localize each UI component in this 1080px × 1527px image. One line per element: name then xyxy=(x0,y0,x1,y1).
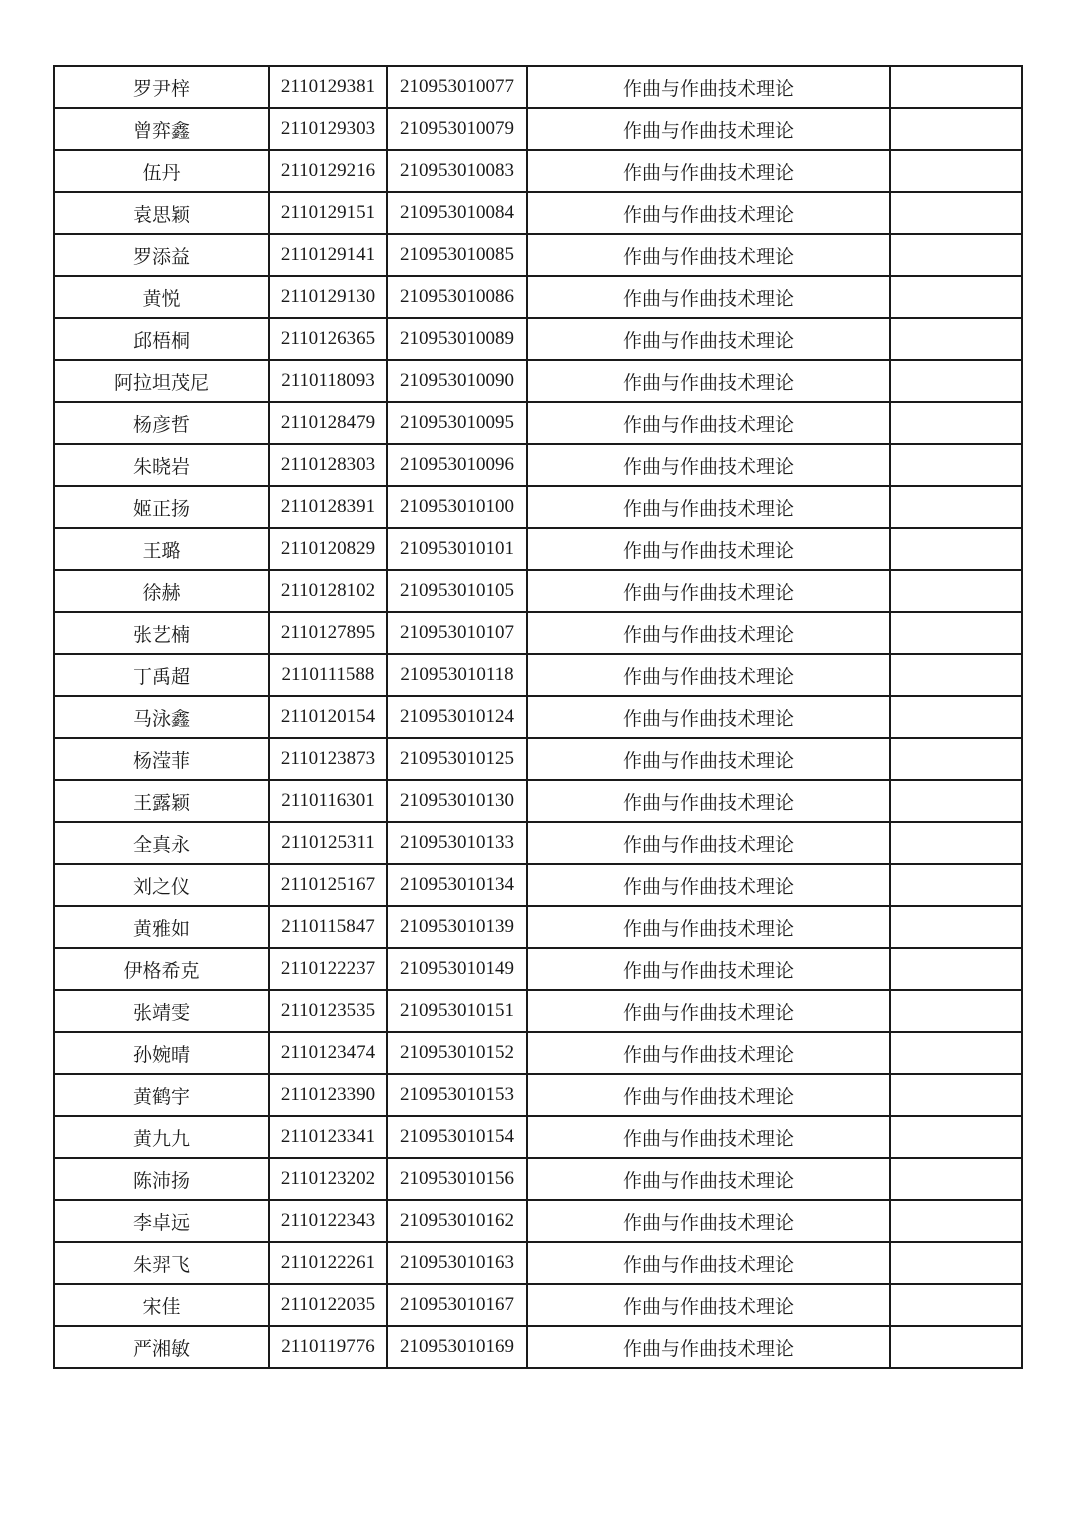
remarks-cell xyxy=(890,192,1022,234)
exam-number-cell: 2110126365 xyxy=(269,318,387,360)
registration-number-cell: 210953010086 xyxy=(387,276,527,318)
registration-number-cell: 210953010077 xyxy=(387,66,527,108)
registration-number-cell: 210953010156 xyxy=(387,1158,527,1200)
major-cell: 作曲与作曲技术理论 xyxy=(527,864,890,906)
registration-number-cell: 210953010139 xyxy=(387,906,527,948)
registration-number-cell: 210953010101 xyxy=(387,528,527,570)
exam-number-cell: 2110128303 xyxy=(269,444,387,486)
student-name-cell: 王露颖 xyxy=(54,780,269,822)
registration-number-cell: 210953010169 xyxy=(387,1326,527,1368)
student-name-cell: 黄雅如 xyxy=(54,906,269,948)
exam-number-cell: 2110122343 xyxy=(269,1200,387,1242)
major-cell: 作曲与作曲技术理论 xyxy=(527,150,890,192)
table-row xyxy=(54,486,1022,528)
exam-number-cell: 2110128102 xyxy=(269,570,387,612)
exam-number-cell: 2110119776 xyxy=(269,1326,387,1368)
registration-number-cell: 210953010130 xyxy=(387,780,527,822)
student-name-cell: 刘之仪 xyxy=(54,864,269,906)
table-row xyxy=(54,150,1022,192)
student-name-cell: 李卓远 xyxy=(54,1200,269,1242)
student-name-cell: 伍丹 xyxy=(54,150,269,192)
student-name-cell: 宋佳 xyxy=(54,1284,269,1326)
exam-number-cell: 2110127895 xyxy=(269,612,387,654)
exam-number-cell: 2110122035 xyxy=(269,1284,387,1326)
student-name-cell: 黄九九 xyxy=(54,1116,269,1158)
remarks-cell xyxy=(890,1242,1022,1284)
remarks-cell xyxy=(890,906,1022,948)
major-cell: 作曲与作曲技术理论 xyxy=(527,822,890,864)
registration-number-cell: 210953010154 xyxy=(387,1116,527,1158)
remarks-cell xyxy=(890,780,1022,822)
remarks-cell xyxy=(890,1200,1022,1242)
registration-number-cell: 210953010107 xyxy=(387,612,527,654)
exam-number-cell: 2110123535 xyxy=(269,990,387,1032)
major-cell: 作曲与作曲技术理论 xyxy=(527,108,890,150)
table-row xyxy=(54,192,1022,234)
table-row xyxy=(54,738,1022,780)
remarks-cell xyxy=(890,738,1022,780)
table-row xyxy=(54,1200,1022,1242)
exam-number-cell: 2110128391 xyxy=(269,486,387,528)
exam-number-cell: 2110129216 xyxy=(269,150,387,192)
table-row xyxy=(54,1284,1022,1326)
student-name-cell: 伊格希克 xyxy=(54,948,269,990)
table-row xyxy=(54,276,1022,318)
exam-number-cell: 2110129381 xyxy=(269,66,387,108)
table-row xyxy=(54,1032,1022,1074)
student-name-cell: 罗添益 xyxy=(54,234,269,276)
student-name-cell: 孙婉晴 xyxy=(54,1032,269,1074)
major-cell: 作曲与作曲技术理论 xyxy=(527,696,890,738)
table-row xyxy=(54,234,1022,276)
exam-number-cell: 2110123474 xyxy=(269,1032,387,1074)
exam-number-cell: 2110129141 xyxy=(269,234,387,276)
table-row xyxy=(54,1158,1022,1200)
student-name-cell: 袁思颖 xyxy=(54,192,269,234)
student-name-cell: 罗尹梓 xyxy=(54,66,269,108)
major-cell: 作曲与作曲技术理论 xyxy=(527,1200,890,1242)
exam-number-cell: 2110123873 xyxy=(269,738,387,780)
table-row xyxy=(54,1074,1022,1116)
major-cell: 作曲与作曲技术理论 xyxy=(527,1326,890,1368)
remarks-cell xyxy=(890,1074,1022,1116)
exam-number-cell: 2110115847 xyxy=(269,906,387,948)
remarks-cell xyxy=(890,150,1022,192)
exam-number-cell: 2110123341 xyxy=(269,1116,387,1158)
student-name-cell: 姬正扬 xyxy=(54,486,269,528)
table-row xyxy=(54,948,1022,990)
remarks-cell xyxy=(890,318,1022,360)
major-cell: 作曲与作曲技术理论 xyxy=(527,528,890,570)
registration-number-cell: 210953010153 xyxy=(387,1074,527,1116)
exam-number-cell: 2110120154 xyxy=(269,696,387,738)
table-row xyxy=(54,612,1022,654)
registration-number-cell: 210953010163 xyxy=(387,1242,527,1284)
registration-number-cell: 210953010090 xyxy=(387,360,527,402)
registration-number-cell: 210953010134 xyxy=(387,864,527,906)
major-cell: 作曲与作曲技术理论 xyxy=(527,1284,890,1326)
student-name-cell: 黄悦 xyxy=(54,276,269,318)
table-row xyxy=(54,66,1022,108)
major-cell: 作曲与作曲技术理论 xyxy=(527,360,890,402)
major-cell: 作曲与作曲技术理论 xyxy=(527,66,890,108)
exam-number-cell: 2110123202 xyxy=(269,1158,387,1200)
student-name-cell: 阿拉坦茂尼 xyxy=(54,360,269,402)
student-name-cell: 黄鹤宇 xyxy=(54,1074,269,1116)
table-row xyxy=(54,570,1022,612)
exam-number-cell: 2110128479 xyxy=(269,402,387,444)
major-cell: 作曲与作曲技术理论 xyxy=(527,234,890,276)
student-name-cell: 张艺楠 xyxy=(54,612,269,654)
student-name-cell: 朱晓岩 xyxy=(54,444,269,486)
remarks-cell xyxy=(890,486,1022,528)
registration-number-cell: 210953010083 xyxy=(387,150,527,192)
table-row xyxy=(54,990,1022,1032)
remarks-cell xyxy=(890,402,1022,444)
remarks-cell xyxy=(890,528,1022,570)
table-row xyxy=(54,696,1022,738)
registration-number-cell: 210953010124 xyxy=(387,696,527,738)
student-name-cell: 严湘敏 xyxy=(54,1326,269,1368)
major-cell: 作曲与作曲技术理论 xyxy=(527,486,890,528)
remarks-cell xyxy=(890,1158,1022,1200)
remarks-cell xyxy=(890,990,1022,1032)
remarks-cell xyxy=(890,1116,1022,1158)
student-name-cell: 曾弈鑫 xyxy=(54,108,269,150)
registration-number-cell: 210953010095 xyxy=(387,402,527,444)
major-cell: 作曲与作曲技术理论 xyxy=(527,1158,890,1200)
student-name-cell: 杨滢菲 xyxy=(54,738,269,780)
registration-number-cell: 210953010118 xyxy=(387,654,527,696)
registration-number-cell: 210953010079 xyxy=(387,108,527,150)
remarks-cell xyxy=(890,234,1022,276)
registration-number-cell: 210953010085 xyxy=(387,234,527,276)
major-cell: 作曲与作曲技术理论 xyxy=(527,1116,890,1158)
remarks-cell xyxy=(890,696,1022,738)
major-cell: 作曲与作曲技术理论 xyxy=(527,402,890,444)
remarks-cell xyxy=(890,1326,1022,1368)
remarks-cell xyxy=(890,1032,1022,1074)
table-row xyxy=(54,318,1022,360)
registration-number-cell: 210953010151 xyxy=(387,990,527,1032)
major-cell: 作曲与作曲技术理论 xyxy=(527,1074,890,1116)
major-cell: 作曲与作曲技术理论 xyxy=(527,192,890,234)
remarks-cell xyxy=(890,66,1022,108)
major-cell: 作曲与作曲技术理论 xyxy=(527,906,890,948)
roster-table-body xyxy=(54,66,1022,1368)
remarks-cell xyxy=(890,570,1022,612)
registration-number-cell: 210953010105 xyxy=(387,570,527,612)
registration-number-cell: 210953010133 xyxy=(387,822,527,864)
major-cell: 作曲与作曲技术理论 xyxy=(527,612,890,654)
remarks-cell xyxy=(890,654,1022,696)
table-row xyxy=(54,360,1022,402)
remarks-cell xyxy=(890,1284,1022,1326)
exam-number-cell: 2110125167 xyxy=(269,864,387,906)
remarks-cell xyxy=(890,276,1022,318)
exam-number-cell: 2110122237 xyxy=(269,948,387,990)
student-name-cell: 陈沛扬 xyxy=(54,1158,269,1200)
major-cell: 作曲与作曲技术理论 xyxy=(527,780,890,822)
table-row xyxy=(54,402,1022,444)
table-row xyxy=(54,864,1022,906)
major-cell: 作曲与作曲技术理论 xyxy=(527,570,890,612)
student-name-cell: 丁禹超 xyxy=(54,654,269,696)
table-row xyxy=(54,822,1022,864)
exam-number-cell: 2110125311 xyxy=(269,822,387,864)
remarks-cell xyxy=(890,360,1022,402)
table-row xyxy=(54,654,1022,696)
registration-number-cell: 210953010152 xyxy=(387,1032,527,1074)
registration-number-cell: 210953010096 xyxy=(387,444,527,486)
student-name-cell: 朱羿飞 xyxy=(54,1242,269,1284)
exam-number-cell: 2110118093 xyxy=(269,360,387,402)
exam-number-cell: 2110129130 xyxy=(269,276,387,318)
exam-number-cell: 2110129303 xyxy=(269,108,387,150)
major-cell: 作曲与作曲技术理论 xyxy=(527,654,890,696)
registration-number-cell: 210953010100 xyxy=(387,486,527,528)
major-cell: 作曲与作曲技术理论 xyxy=(527,1242,890,1284)
remarks-cell xyxy=(890,822,1022,864)
exam-number-cell: 2110120829 xyxy=(269,528,387,570)
remarks-cell xyxy=(890,864,1022,906)
table-row xyxy=(54,444,1022,486)
table-row xyxy=(54,1116,1022,1158)
exam-number-cell: 2110111588 xyxy=(269,654,387,696)
major-cell: 作曲与作曲技术理论 xyxy=(527,276,890,318)
student-name-cell: 邱梧桐 xyxy=(54,318,269,360)
major-cell: 作曲与作曲技术理论 xyxy=(527,444,890,486)
major-cell: 作曲与作曲技术理论 xyxy=(527,738,890,780)
registration-number-cell: 210953010167 xyxy=(387,1284,527,1326)
registration-number-cell: 210953010162 xyxy=(387,1200,527,1242)
exam-number-cell: 2110129151 xyxy=(269,192,387,234)
table-row xyxy=(54,1326,1022,1368)
exam-number-cell: 2110122261 xyxy=(269,1242,387,1284)
student-name-cell: 杨彦哲 xyxy=(54,402,269,444)
roster-table xyxy=(53,65,1023,1369)
table-row xyxy=(54,528,1022,570)
student-name-cell: 张靖雯 xyxy=(54,990,269,1032)
major-cell: 作曲与作曲技术理论 xyxy=(527,1032,890,1074)
table-row xyxy=(54,108,1022,150)
registration-number-cell: 210953010149 xyxy=(387,948,527,990)
student-name-cell: 徐赫 xyxy=(54,570,269,612)
major-cell: 作曲与作曲技术理论 xyxy=(527,990,890,1032)
major-cell: 作曲与作曲技术理论 xyxy=(527,318,890,360)
remarks-cell xyxy=(890,612,1022,654)
remarks-cell xyxy=(890,948,1022,990)
student-name-cell: 马泳鑫 xyxy=(54,696,269,738)
table-row xyxy=(54,1242,1022,1284)
registration-number-cell: 210953010125 xyxy=(387,738,527,780)
student-name-cell: 王璐 xyxy=(54,528,269,570)
remarks-cell xyxy=(890,108,1022,150)
exam-number-cell: 2110116301 xyxy=(269,780,387,822)
table-row xyxy=(54,906,1022,948)
major-cell: 作曲与作曲技术理论 xyxy=(527,948,890,990)
registration-number-cell: 210953010089 xyxy=(387,318,527,360)
remarks-cell xyxy=(890,444,1022,486)
registration-number-cell: 210953010084 xyxy=(387,192,527,234)
student-name-cell: 全真永 xyxy=(54,822,269,864)
exam-number-cell: 2110123390 xyxy=(269,1074,387,1116)
table-row xyxy=(54,780,1022,822)
